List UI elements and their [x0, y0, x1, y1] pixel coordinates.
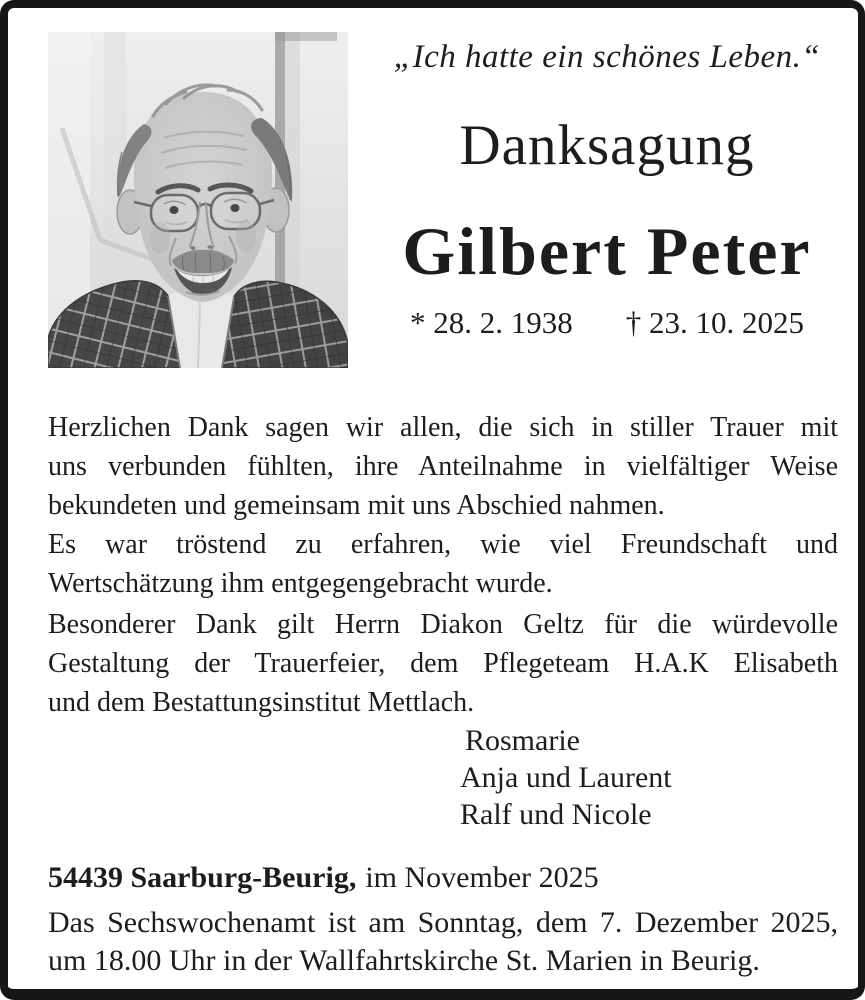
life-dates: [348, 306, 865, 340]
body-line: bekundeten und gemeinsam mit uns Abschied nahmen.: [48, 490, 665, 521]
body-line: Besonderer Dank gilt Herrn Diakon Geltz für die würdevolle: [48, 609, 838, 640]
body-line: Herzlichen Dank sagen wir allen, die sich in stiller Trauer mit: [48, 412, 838, 443]
body-line: Wertschätzung ihm entgegengebracht wurde.: [48, 568, 553, 599]
service-announcement: [48, 904, 838, 980]
paragraph-special-thanks: [48, 605, 838, 722]
place-date-line: [48, 861, 599, 896]
closing-line: um 18.00 Uhr in der Wallfahrtskirche St. Marien in Beurig.: [48, 944, 760, 977]
deceased-name: Gilbert Peter: [402, 213, 812, 289]
mourners-list: [460, 722, 672, 833]
death-date: † 23. 10. 2025: [625, 305, 804, 340]
mourner-name: Rosmarie: [465, 724, 580, 757]
mourner-name: Anja und Laurent: [460, 761, 672, 794]
date-text: im November 2025: [365, 861, 599, 894]
notice-heading: Danksagung: [459, 114, 755, 177]
birth-date: * 28. 2. 1938: [410, 305, 573, 340]
paragraph-thanks: [48, 408, 838, 525]
quote: „Ich hatte ein schönes Leben.“: [393, 39, 821, 75]
place-name: 54439 Saarburg-Beurig,: [48, 861, 357, 894]
body-line: Es war tröstend zu erfahren, wie viel Freundschaft und: [48, 529, 838, 560]
paragraph-comfort: [48, 525, 838, 603]
body-line: Gestaltung der Trauerfeier, dem Pflegeteam H.A.K Elisabeth: [48, 648, 838, 679]
body-line: uns verbunden fühlten, ihre Anteilnahme in vielfältiger Weise: [48, 451, 838, 482]
body-line: und dem Bestattungsinstitut Mettlach.: [48, 687, 475, 718]
mourner-name: Ralf und Nicole: [460, 798, 652, 831]
closing-line: Das Sechswochenamt ist am Sonntag, dem 7. Dezember 2025,: [48, 906, 838, 939]
portrait-photo-icon: [48, 32, 348, 368]
body-text: [48, 408, 838, 722]
